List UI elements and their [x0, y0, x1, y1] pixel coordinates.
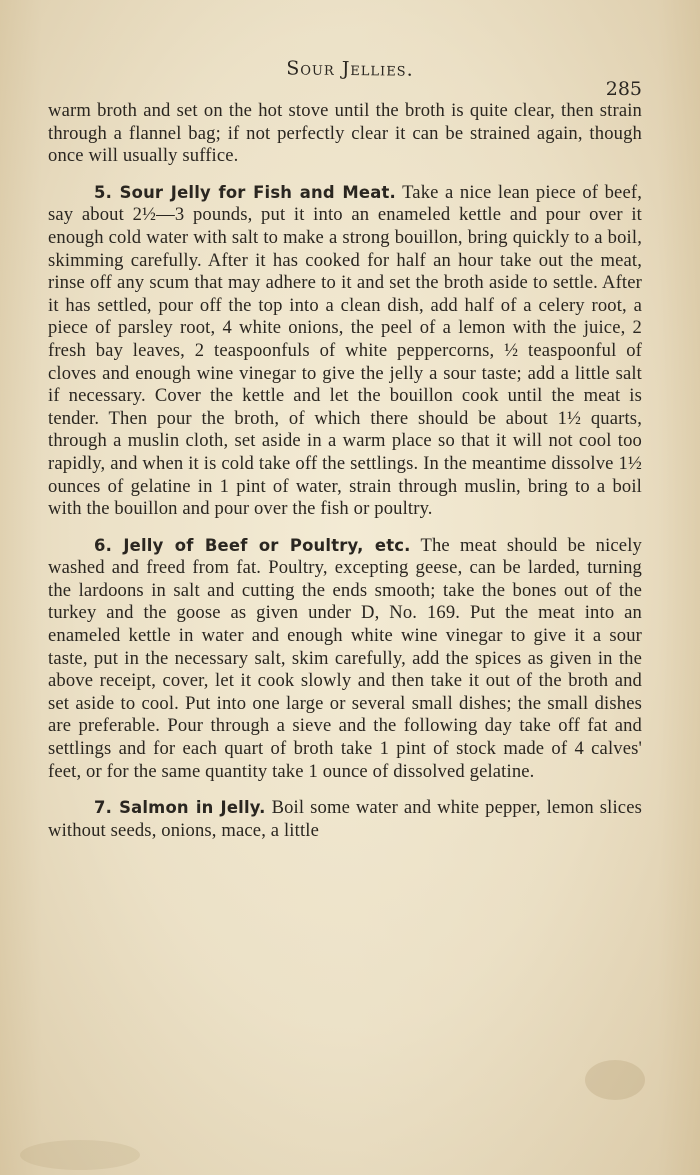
foxing-spot	[20, 1140, 140, 1170]
continuation-paragraph: warm broth and set on the hot stove until the broth is quite clear, then strain through a flannel bag; if not perfectly clear it can be strained again, though once will usually suffice.	[48, 100, 642, 167]
body-text	[48, 100, 642, 842]
recipe-text: Take a nice lean piece of beef, say about 2½—3 pounds, put it into an enameled kettle and pour over it enough cold water with salt to make a strong bouillon, bring quickly to a boil, skimming carefully. After it has cooked for half an hour take out the meat, rinse off any scum that may adhere to it and set the broth aside to settle. After it has settled, pour off the top into a clean dish, add half of a celery root, a piece of parsley root, 4 white onions, the peel of a lemon with the juice, 2 fresh bay leaves, 2 teaspoonfuls of white peppercorns, ½ teaspoonful of cloves and enough wine vinegar to give the jelly a sour taste; add a little salt if necessary. Cover the kettle and let the bouillon cook until the meat is tender. Then pour the broth, of which there should be about 1½ quarts, through a muslin cloth, set aside in a warm place so that it will not cool too rapidly, and when it is cold take off the settlings. In the meantime dissolve 1½ ounces of gelatine in 1 pint of water, strain through muslin, bring to a boil with the bouillon and pour over the fish or poultry.	[48, 181, 643, 520]
recipe-7	[48, 797, 642, 842]
running-title: Sour Jellies.	[286, 57, 414, 81]
recipe-text: The meat should be nicely washed and freed from fat. Poultry, excepting geese, can be larded, turning the lardoons in salt and cutting the ends smooth; take the bones out of the turkey and the goose as given under D, No. 169. Put the meat into an enameled kettle in water and enough white wine vinegar to give it a sour taste, put in the necessary salt, skim carefully, add the spices as given in the above receipt, cover, let it cook slowly and then take it out of the broth and set aside to cool. Put into one large or several small dishes; the small dishes are preferable. Pour through a sieve and the following day take off fat and settlings and for each quart of broth take 1 pint of stock made of 4 calves' feet, or for the same quantity take 1 ounce of dissolved gelatine.	[48, 534, 642, 782]
page-number: 285	[605, 78, 642, 100]
recipe-text: Boil some water and white pepper, lemon slices without seeds, onions, mace, a little	[48, 797, 642, 841]
recipe-heading: 7. Salmon in Jelly.	[94, 798, 266, 818]
recipe-6	[48, 535, 642, 784]
recipe-heading: 6. Jelly of Beef or Poultry, etc.	[94, 535, 411, 555]
recipe-5	[48, 182, 642, 521]
foxing-spot	[585, 1060, 645, 1100]
recipe-heading: 5. Sour Jelly for Fish and Meat.	[94, 182, 396, 202]
